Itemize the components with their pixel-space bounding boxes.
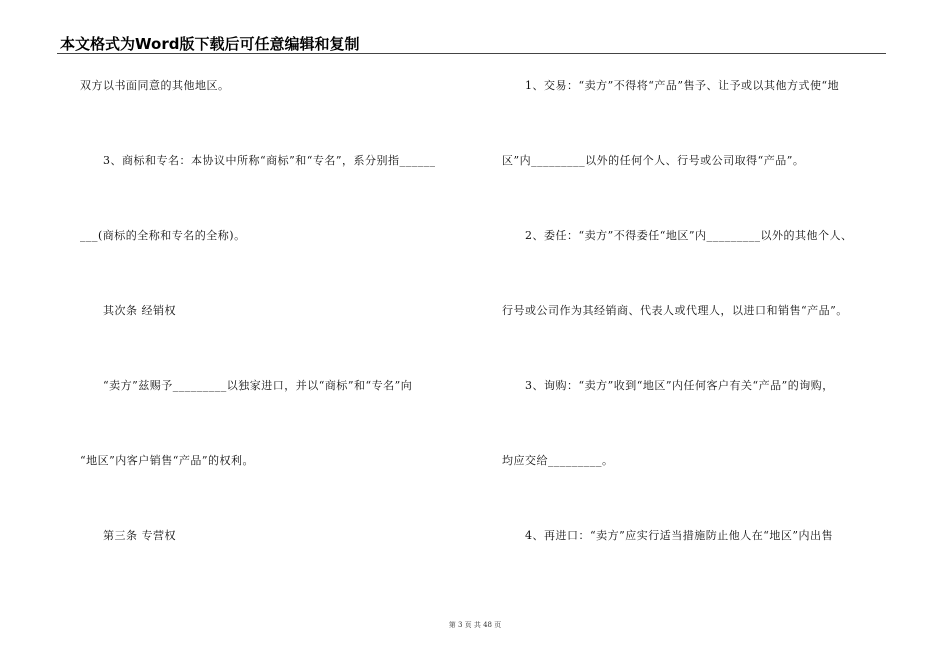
left-line-1: 双方以书面同意的其他地区。	[80, 79, 230, 92]
header-divider	[57, 53, 886, 54]
right-line-2: 区”内_________以外的任何个人、行号或公司取得“产品”。	[502, 154, 805, 167]
left-line-7: 第三条 专营权	[103, 529, 176, 542]
right-line-4: 行号或公司作为其经销商、代表人或代理人，以进口和销售“产品”。	[502, 304, 848, 317]
left-line-5: “卖方”兹赐予_________以独家进口，并以“商标”和“专名”向	[103, 379, 413, 392]
left-line-2: 3、商标和专名：本协议中所称“商标”和“专名”，系分别指______	[103, 154, 436, 167]
right-line-5: 3、询购：“卖方”收到“地区”内任何客户有关“产品”的询购，	[525, 379, 834, 392]
document-header-title: 本文格式为Word版下载后可任意编辑和复制	[60, 35, 360, 53]
page-number-footer: 第 3 页 共 48 页	[448, 621, 502, 629]
left-line-6: “地区”内客户销售“产品”的权利。	[80, 454, 254, 467]
left-line-3: ___(商标的全称和专名的全称)。	[80, 229, 246, 242]
left-line-4: 其次条 经销权	[103, 304, 176, 317]
right-line-7: 4、再进口：“卖方”应实行适当措施防止他人在“地区”内出售	[525, 529, 833, 542]
right-line-3: 2、委任：“卖方”不得委任“地区”内_________以外的其他个人、	[525, 229, 853, 242]
right-line-1: 1、交易：“卖方”不得将“产品”售予、让予或以其他方式使“地	[525, 79, 840, 92]
right-line-6: 均应交给_________。	[502, 454, 614, 467]
